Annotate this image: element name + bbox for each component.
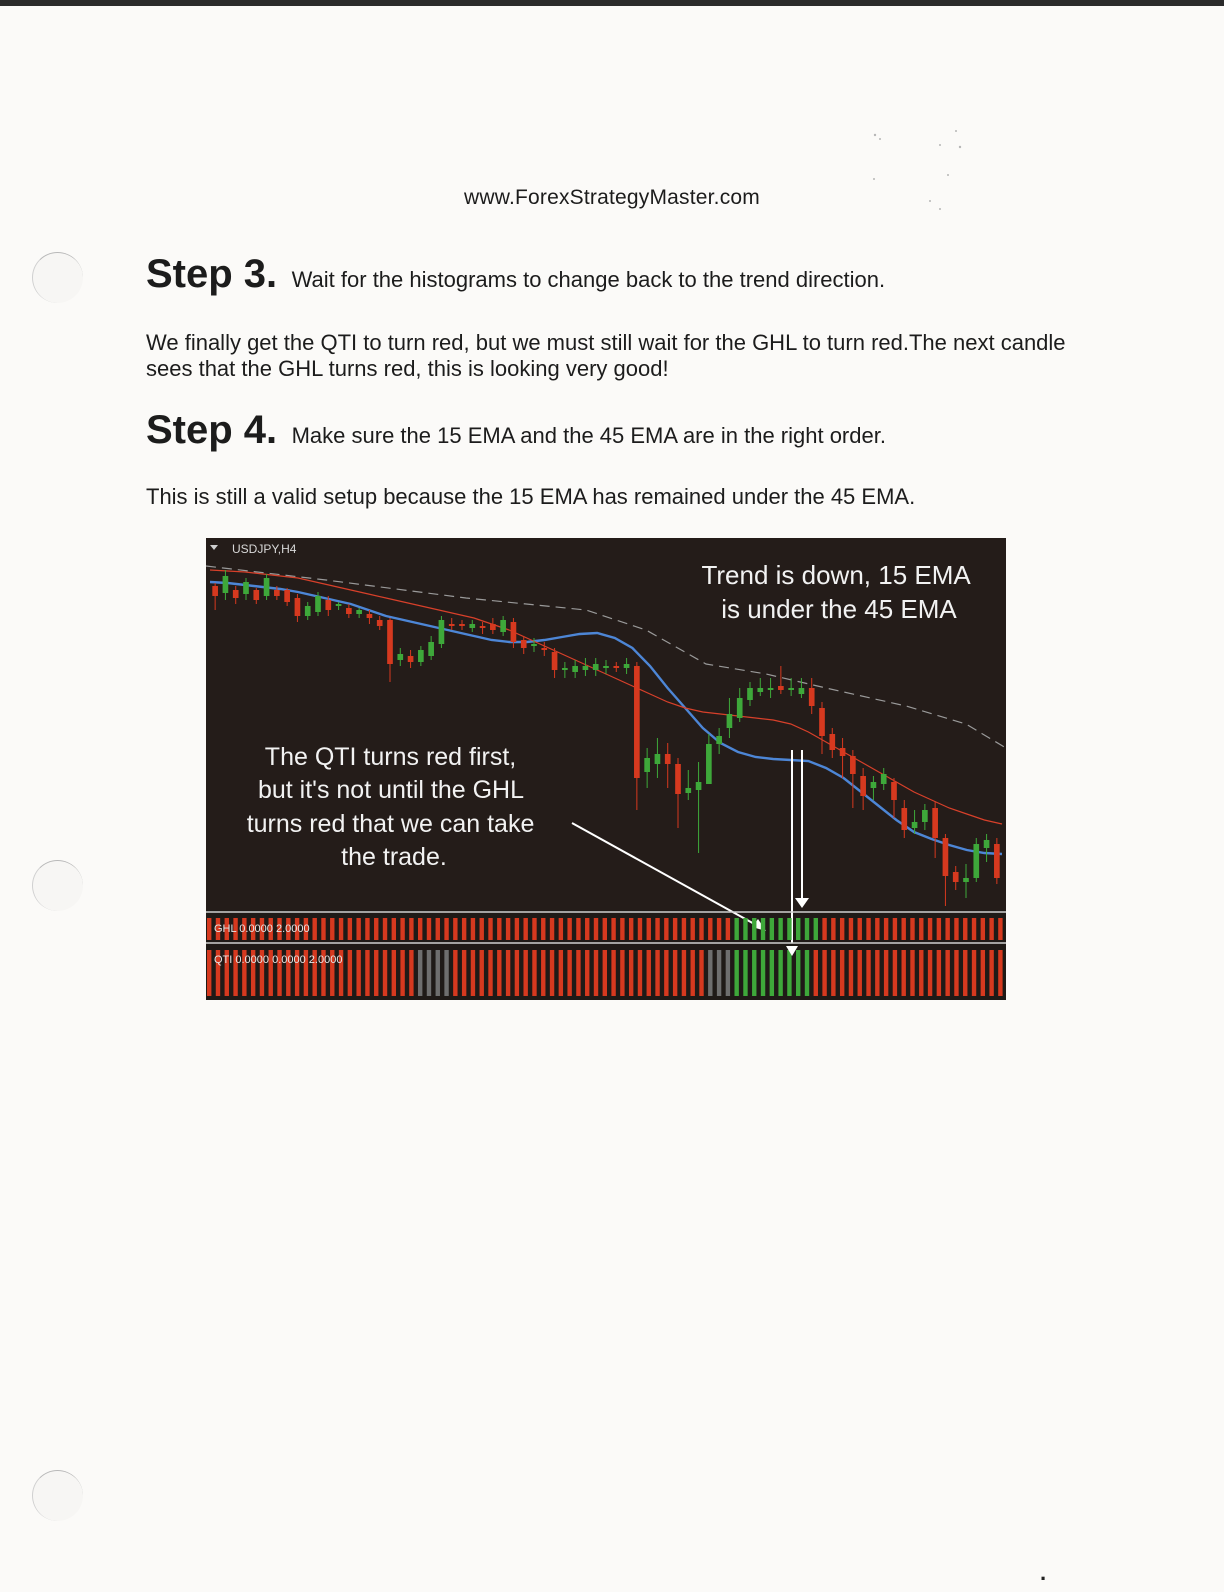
qti-bar <box>840 950 844 996</box>
ghl-bar <box>726 918 730 940</box>
bear-candle <box>994 844 1000 878</box>
ghl-bar <box>981 918 985 940</box>
ghl-bar <box>655 918 659 940</box>
ghl-bar <box>321 918 325 940</box>
bull-candle <box>243 582 249 594</box>
bull-candle <box>264 578 270 596</box>
qti-bar <box>954 950 958 996</box>
ghl-bar <box>383 918 387 940</box>
ghl-bar <box>312 918 316 940</box>
ghl-bar <box>436 918 440 940</box>
step4-heading <box>146 408 886 453</box>
ghl-bar <box>831 918 835 940</box>
bear-candle <box>634 666 640 778</box>
ghl-bar <box>743 918 747 940</box>
ghl-bar <box>629 918 633 940</box>
qti-bar <box>761 950 765 996</box>
ghl-bar <box>787 918 791 940</box>
step3-title: Wait for the histograms to change back to the trend direction. <box>291 267 886 292</box>
qti-bar <box>822 950 826 996</box>
qti-bar <box>778 950 782 996</box>
bear-candle <box>613 666 619 668</box>
ghl-bar <box>374 918 378 940</box>
bull-candle <box>706 744 712 784</box>
symbol-label: USDJPY,H4 <box>232 542 297 556</box>
bear-candle <box>778 686 784 690</box>
bull-candle <box>727 714 733 728</box>
step3-number: Step 3. <box>146 252 278 296</box>
bear-candle <box>521 640 527 648</box>
ghl-bar <box>963 918 967 940</box>
bear-candle <box>511 622 517 642</box>
bear-candle <box>325 600 331 610</box>
bull-candle <box>562 668 568 670</box>
qti-label: QTI 0.0000 0.0000 2.0000 <box>214 954 343 966</box>
bear-candle <box>387 620 393 664</box>
qti-bar <box>541 950 545 996</box>
bear-candle <box>943 838 949 876</box>
bull-candle <box>593 664 599 670</box>
qti-bar <box>471 950 475 996</box>
trend-annotation-line-1: Trend is down, 15 EMA <box>701 560 970 590</box>
page-top-border <box>0 0 1224 6</box>
qti-bar <box>647 950 651 996</box>
qti-bar <box>611 950 615 996</box>
qti-bar <box>981 950 985 996</box>
ghl-bar <box>778 918 782 940</box>
bear-candle <box>860 776 866 796</box>
qti-bar <box>875 950 879 996</box>
ghl-bar <box>998 918 1002 940</box>
ghl-bar <box>523 918 527 940</box>
bull-candle <box>984 840 990 848</box>
qti-bar <box>436 950 440 996</box>
bull-candle <box>336 604 342 606</box>
qti-bar <box>603 950 607 996</box>
ghl-bar <box>770 918 774 940</box>
qti-bar <box>532 950 536 996</box>
ghl-bar <box>814 918 818 940</box>
ghl-bar <box>805 918 809 940</box>
bull-candle <box>716 736 722 744</box>
ghl-bar <box>453 918 457 940</box>
bull-candle <box>356 610 362 614</box>
bull-candle <box>912 822 918 828</box>
ghl-bar <box>910 918 914 940</box>
bull-candle <box>624 664 630 668</box>
bear-candle <box>891 782 897 800</box>
ghl-bar <box>462 918 466 940</box>
ghl-bar <box>348 918 352 940</box>
bear-candle <box>901 808 907 830</box>
bear-candle <box>840 748 846 756</box>
ghl-bar <box>330 918 334 940</box>
ghl-bar <box>471 918 475 940</box>
qti-bar <box>919 950 923 996</box>
bull-candle <box>583 666 589 670</box>
qti-bar <box>480 950 484 996</box>
qti-bar <box>805 950 809 996</box>
qti-annotation-line-4: the trade. <box>341 843 447 871</box>
bear-candle <box>932 808 938 838</box>
qti-bar <box>708 950 712 996</box>
bull-candle <box>305 606 311 616</box>
bull-candle <box>315 596 321 612</box>
bull-candle <box>747 688 753 700</box>
bear-candle <box>829 734 835 750</box>
step4-number: Step 4. <box>146 408 278 452</box>
bear-candle <box>675 764 681 794</box>
ghl-bar <box>875 918 879 940</box>
qti-bar <box>515 950 519 996</box>
qti-bar <box>462 950 466 996</box>
ghl-bar <box>488 918 492 940</box>
ghl-bar <box>761 918 765 940</box>
ghl-bar <box>866 918 870 940</box>
ghl-bar <box>699 918 703 940</box>
bull-candle <box>757 688 763 692</box>
ghl-bar <box>691 918 695 940</box>
bear-candle <box>233 590 239 598</box>
bull-candle <box>922 810 928 822</box>
ghl-bar <box>945 918 949 940</box>
bull-candle <box>500 620 506 632</box>
ghl-bar <box>392 918 396 940</box>
binder-hole-bottom <box>32 1470 83 1521</box>
ghl-bar <box>954 918 958 940</box>
ghl-bar <box>444 918 448 940</box>
ghl-bar <box>559 918 563 940</box>
bear-candle <box>953 872 959 882</box>
ghl-bar <box>339 918 343 940</box>
ghl-bar <box>664 918 668 940</box>
bull-candle <box>737 698 743 718</box>
qti-bar <box>893 950 897 996</box>
qti-bar <box>902 950 906 996</box>
qti-bar <box>945 950 949 996</box>
step4-body: This is still a valid setup because the 15 EMA has remained under the 45 EMA. <box>146 484 916 509</box>
bear-candle <box>253 590 259 600</box>
bear-candle <box>552 652 558 670</box>
binder-hole-top <box>32 252 83 303</box>
ghl-bar <box>506 918 510 940</box>
qti-bar <box>928 950 932 996</box>
ghl-bar <box>550 918 554 940</box>
ghl-bar <box>717 918 721 940</box>
ghl-bar <box>902 918 906 940</box>
ghl-bar <box>603 918 607 940</box>
qti-bar <box>831 950 835 996</box>
ghl-bar <box>647 918 651 940</box>
qti-bar <box>356 950 360 996</box>
qti-bar <box>972 950 976 996</box>
qti-bar <box>682 950 686 996</box>
step4-title: Make sure the 15 EMA and the 45 EMA are in the right order. <box>291 423 886 448</box>
ghl-bar <box>840 918 844 940</box>
qti-bar <box>594 950 598 996</box>
qti-bar <box>884 950 888 996</box>
ghl-bar <box>400 918 404 940</box>
bull-candle <box>418 650 424 662</box>
bear-candle <box>346 608 352 614</box>
step3-heading <box>146 252 885 297</box>
qti-bar <box>699 950 703 996</box>
ghl-bar <box>497 918 501 940</box>
bull-candle <box>871 782 877 788</box>
qti-bar <box>796 950 800 996</box>
qti-bar <box>858 950 862 996</box>
ghl-bar <box>541 918 545 940</box>
ghl-bar <box>620 918 624 940</box>
bull-candle <box>696 782 702 790</box>
qti-bar <box>717 950 721 996</box>
ghl-bar <box>682 918 686 940</box>
bull-candle <box>428 642 434 656</box>
bear-candle <box>367 614 373 618</box>
ghl-bar <box>928 918 932 940</box>
qti-bar <box>383 950 387 996</box>
forex-chart <box>206 538 1006 1000</box>
qti-bar <box>523 950 527 996</box>
bear-candle <box>274 590 280 596</box>
qti-bar <box>910 950 914 996</box>
ghl-bar <box>611 918 615 940</box>
qti-annotation-line-1: The QTI turns red first, <box>264 743 517 771</box>
ghl-bar <box>365 918 369 940</box>
qti-bar <box>752 950 756 996</box>
qti-bar <box>998 950 1002 996</box>
ghl-bar <box>585 918 589 940</box>
qti-bar <box>770 950 774 996</box>
bear-candle <box>408 656 414 662</box>
ghl-bar <box>989 918 993 940</box>
bear-candle <box>459 624 465 626</box>
qti-bar <box>638 950 642 996</box>
ghl-bar <box>849 918 853 940</box>
bull-candle <box>685 788 691 793</box>
ghl-bar <box>638 918 642 940</box>
qti-annotation-line-3: turns red that we can take <box>246 810 535 838</box>
ghl-bar <box>515 918 519 940</box>
bear-candle <box>480 626 486 628</box>
bear-candle <box>809 688 815 706</box>
ghl-bar <box>409 918 413 940</box>
bull-candle <box>469 624 475 628</box>
qti-bar <box>620 950 624 996</box>
qti-bar <box>559 950 563 996</box>
ghl-bar <box>796 918 800 940</box>
ghl-bar <box>673 918 677 940</box>
qti-bar <box>655 950 659 996</box>
qti-bar <box>691 950 695 996</box>
ghl-bar <box>427 918 431 940</box>
qti-bar <box>348 950 352 996</box>
bear-candle <box>665 754 671 764</box>
qti-bar <box>585 950 589 996</box>
bear-candle <box>295 598 301 616</box>
qti-bar <box>664 950 668 996</box>
step3-body: We finally get the QTI to turn red, but we must still wait for the GHL to turn red.The next candle sees that the GHL turns red, this is looking very good! <box>146 330 1066 381</box>
qti-bar <box>567 950 571 996</box>
qti-bar <box>444 950 448 996</box>
bull-candle <box>397 654 403 660</box>
qti-bar <box>550 950 554 996</box>
qti-bar <box>673 950 677 996</box>
bear-candle <box>284 590 290 602</box>
ghl-bar <box>356 918 360 940</box>
qti-bar <box>374 950 378 996</box>
bear-candle <box>212 586 218 596</box>
qti-bar <box>207 950 211 996</box>
bull-candle <box>603 666 609 668</box>
ghl-bar <box>858 918 862 940</box>
qti-bar <box>866 950 870 996</box>
ghl-bar <box>576 918 580 940</box>
bull-candle <box>788 688 794 690</box>
bull-candle <box>881 774 887 784</box>
qti-bar <box>989 950 993 996</box>
ghl-bar <box>207 918 211 940</box>
qti-bar <box>734 950 738 996</box>
qti-bar <box>743 950 747 996</box>
bear-candle <box>541 648 547 650</box>
qti-bar <box>726 950 730 996</box>
bull-candle <box>768 688 774 690</box>
qti-bar <box>506 950 510 996</box>
qti-bar <box>629 950 633 996</box>
ghl-label: GHL 0.0000 2.0000 <box>214 923 310 935</box>
qti-bar <box>427 950 431 996</box>
bull-candle <box>963 878 969 882</box>
qti-bar <box>787 950 791 996</box>
qti-bar <box>937 950 941 996</box>
bull-candle <box>572 666 578 672</box>
bull-candle <box>531 644 537 646</box>
bear-candle <box>490 624 496 630</box>
ghl-bar <box>532 918 536 940</box>
qti-bar <box>963 950 967 996</box>
qti-bar <box>497 950 501 996</box>
qti-bar <box>400 950 404 996</box>
ghl-bar <box>734 918 738 940</box>
ghl-bar <box>480 918 484 940</box>
page-number: · <box>1040 1566 1048 1591</box>
site-url: www.ForexStrategyMaster.com <box>464 186 760 209</box>
qti-bar <box>392 950 396 996</box>
qti-bar <box>418 950 422 996</box>
ghl-bar <box>594 918 598 940</box>
ghl-bar <box>752 918 756 940</box>
ghl-bar <box>919 918 923 940</box>
bull-candle <box>644 758 650 772</box>
qti-annotation-line-2: but it's not until the GHL <box>257 776 524 804</box>
ghl-bar <box>708 918 712 940</box>
binder-hole-middle <box>32 860 83 911</box>
bear-candle <box>449 624 455 626</box>
qti-bar <box>409 950 413 996</box>
bull-candle <box>799 688 805 694</box>
ghl-bar <box>822 918 826 940</box>
ghl-bar <box>418 918 422 940</box>
qti-bar <box>365 950 369 996</box>
bull-candle <box>439 620 445 644</box>
trend-annotation-line-2: is under the 45 EMA <box>721 594 957 624</box>
bear-candle <box>819 708 825 736</box>
ghl-bar <box>937 918 941 940</box>
qti-bar <box>849 950 853 996</box>
bear-candle <box>850 756 856 774</box>
qti-bar <box>814 950 818 996</box>
bull-candle <box>973 844 979 878</box>
ghl-bar <box>972 918 976 940</box>
ghl-bar <box>567 918 571 940</box>
ghl-bar <box>893 918 897 940</box>
bear-candle <box>377 620 383 626</box>
bull-candle <box>655 754 661 764</box>
ghl-bar <box>884 918 888 940</box>
qti-bar <box>453 950 457 996</box>
qti-bar <box>488 950 492 996</box>
bull-candle <box>223 576 229 593</box>
qti-bar <box>576 950 580 996</box>
